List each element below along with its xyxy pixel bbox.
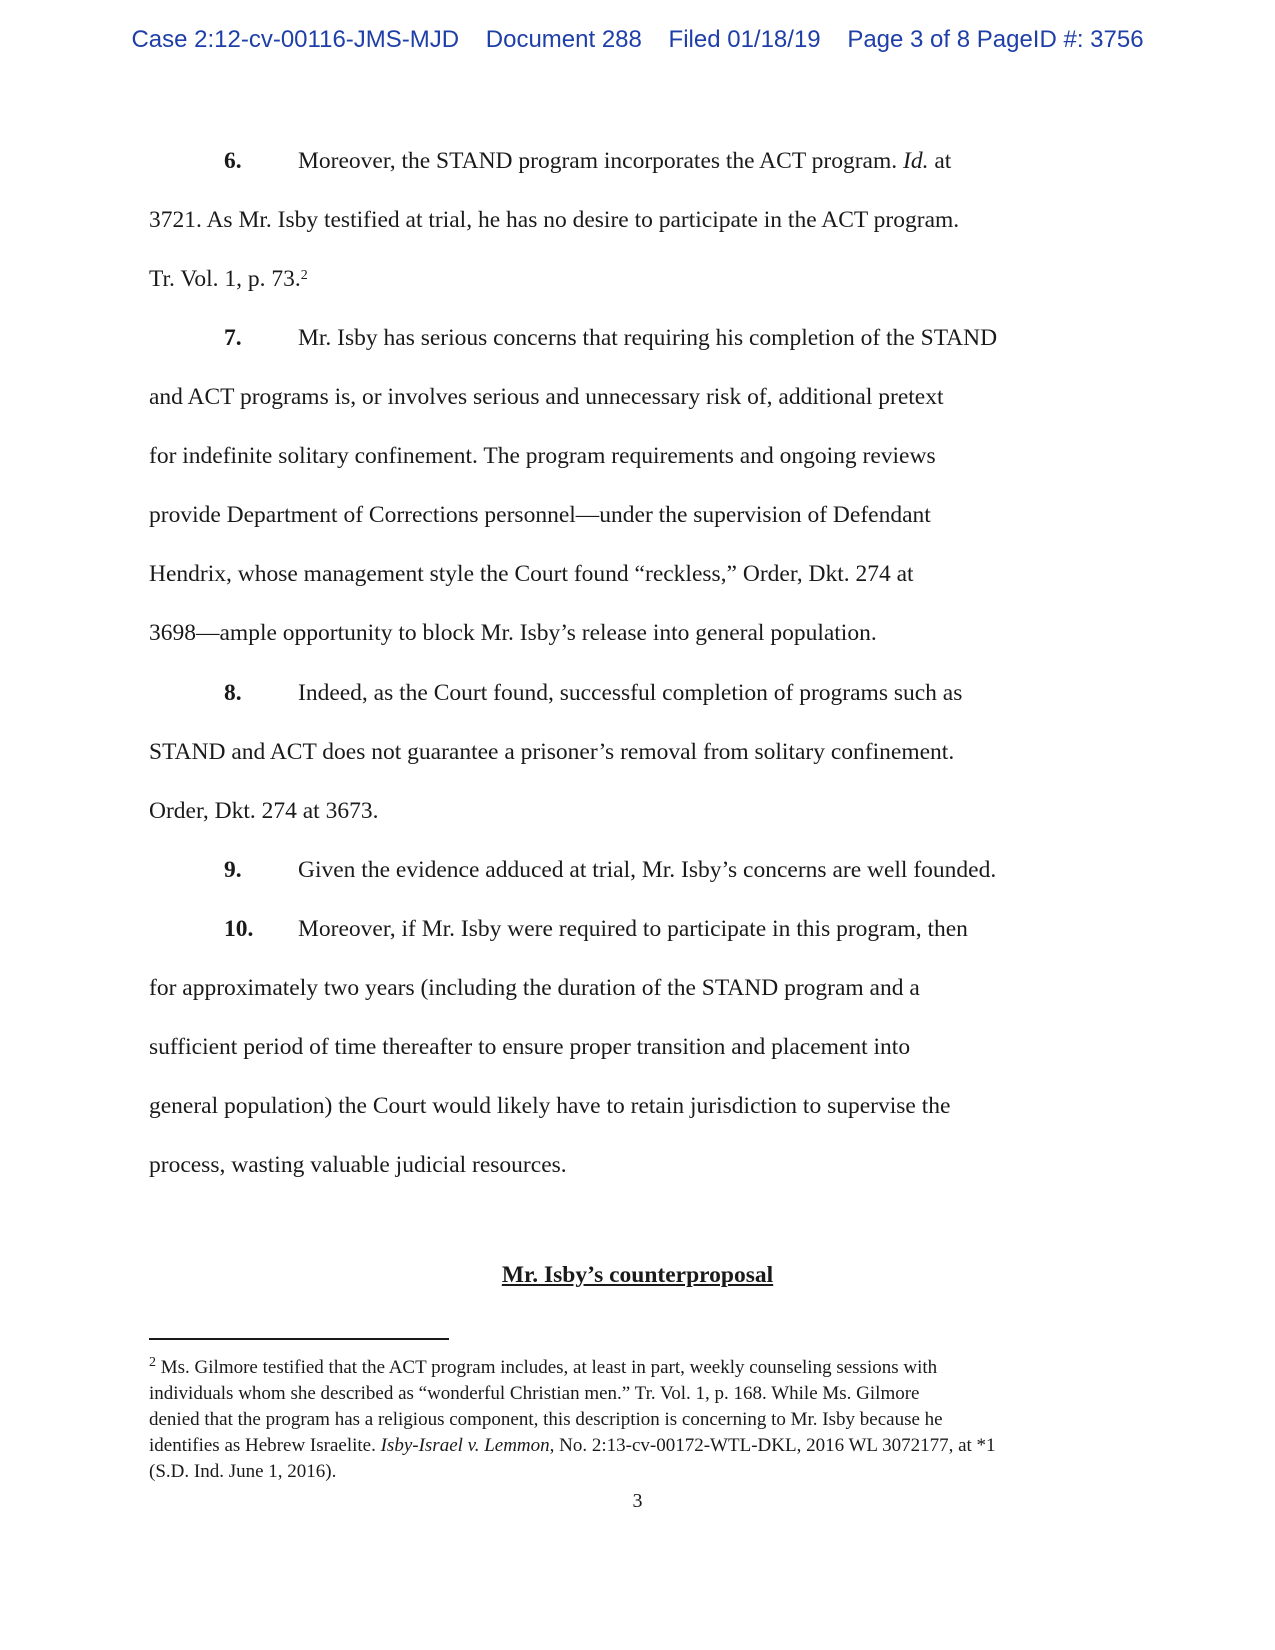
paragraph-line: Indeed, as the Court found, successful completion of programs such as [298, 680, 963, 706]
paragraph-line: Given the evidence adduced at trial, Mr. Isby’s concerns are well founded. [298, 857, 997, 883]
footnote-line: (S.D. Ind. June 1, 2016). [149, 1461, 337, 1482]
paragraph-line: provide Department of Corrections personnel—under the supervision of Defendant [149, 502, 931, 528]
footnote-line: $^2$ Ms. Gilmore testified that the ACT program includes, at least in part, weekly counseling sessions with [149, 1355, 938, 1378]
paragraph-number: 7. [224, 325, 242, 351]
paragraph-line: 3698—ample opportunity to block Mr. Isby’s release into general population. [149, 620, 877, 646]
page-number: 3 [632, 1490, 643, 1512]
paragraph-number: 9. [224, 857, 242, 883]
footnote-line: individuals whom she described as “wonderful Christian men.” Tr. Vol. 1, p. 168. While Ms. Gilmore [149, 1383, 920, 1404]
paragraph-line: 3721. As Mr. Isby testified at trial, he has no desire to participate in the ACT program. [149, 207, 960, 233]
paragraph-number: 6. [224, 148, 242, 174]
paragraph-line: Moreover, the STAND program incorporates the ACT program. Id. at [298, 148, 952, 174]
paragraph-line: Tr. Vol. 1, p. 73.$^2$ [149, 266, 308, 292]
section-heading: Mr. Isby’s counterproposal [501, 1262, 774, 1288]
footnote-line: denied that the program has a religious component, this description is concerning to Mr. Isby because he [149, 1409, 943, 1430]
paragraph-line: for approximately two years (including the duration of the STAND program and a [149, 975, 920, 1001]
paragraph-line: sufficient period of time thereafter to ensure proper transition and placement into [149, 1034, 911, 1060]
case-header: Case 2:12-cv-00116-JMS-MJD Document 288 Filed 01/18/19 Page 3 of 8 PageID #: 3756 [131, 26, 1144, 53]
paragraph-number: 10. [224, 916, 254, 942]
footnote-marker: 2 [149, 1355, 156, 1370]
paragraph-line: Moreover, if Mr. Isby were required to participate in this program, then [298, 916, 968, 942]
paragraph-line: general population) the Court would likely have to retain jurisdiction to supervise the [149, 1093, 951, 1119]
paragraph-line: Mr. Isby has serious concerns that requiring his completion of the STAND [298, 325, 998, 351]
paragraph-line: for indefinite solitary confinement. The program requirements and ongoing reviews [149, 443, 936, 469]
paragraph-line: Hendrix, whose management style the Court found “reckless,” Order, Dkt. 274 at [149, 561, 914, 587]
footnote-line: identifies as Hebrew Israelite. Isby-Israel v. Lemmon, No. 2:13-cv-00172-WTL-DKL, 2016 WL 3072177, at *1 [149, 1435, 996, 1456]
footnote-divider [149, 1338, 449, 1340]
paragraph-line: STAND and ACT does not guarantee a prisoner’s removal from solitary confinement. [149, 739, 955, 765]
footnote-reference[interactable]: 2 [300, 268, 308, 283]
paragraph-number: 8. [224, 680, 242, 706]
paragraph-line: and ACT programs is, or involves serious and unnecessary risk of, additional pretext [149, 384, 944, 410]
paragraph-line: Order, Dkt. 274 at 3673. [149, 798, 379, 824]
paragraph-line: process, wasting valuable judicial resources. [149, 1152, 567, 1178]
